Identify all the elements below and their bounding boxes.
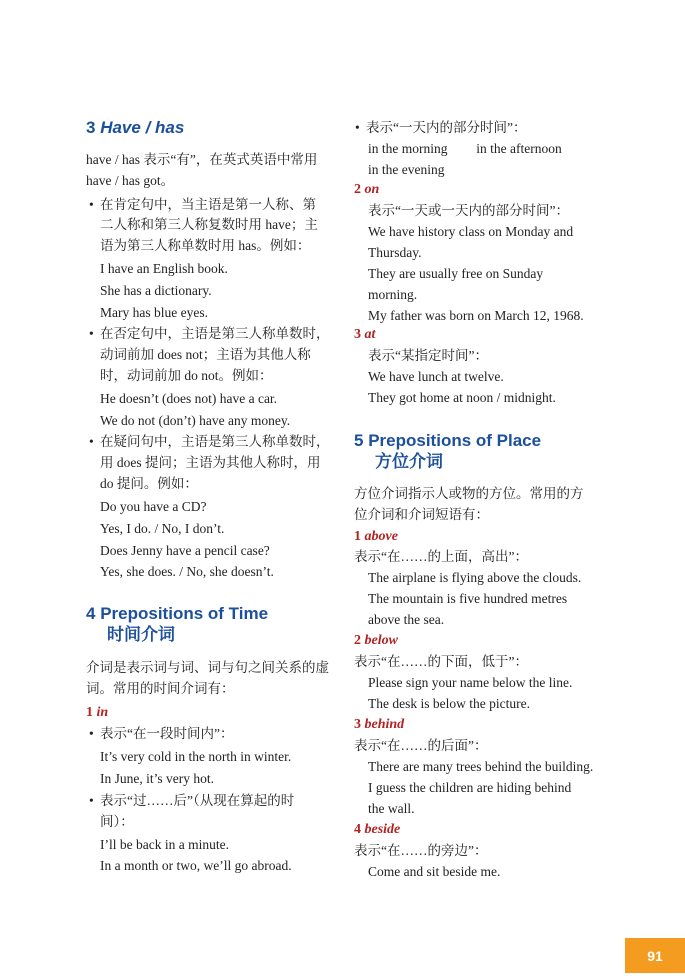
subheading-at: 3 at: [354, 327, 376, 342]
section-5-heading: [354, 430, 541, 472]
paragraph-line: 表示“一天或一天内的部分时间”：: [368, 203, 569, 218]
subheading-behind: 3 behind: [354, 717, 405, 732]
example-line: Thursday.: [368, 245, 422, 260]
paragraph-line: 表示“某指定时间”：: [368, 348, 488, 363]
paragraph-line: 词。常用的时间介词有：: [86, 681, 235, 696]
example-line: It’s very cold in the north in winter.: [100, 749, 292, 764]
section-title: Have / has: [100, 118, 185, 137]
bullet-line: • 在否定句中，主语是第三人称单数时，: [100, 323, 330, 344]
section-title: Prepositions of Place: [368, 431, 542, 450]
example-line: morning.: [368, 287, 418, 302]
example-line: Does Jenny have a pencil case?: [100, 543, 270, 558]
example-line: The mountain is five hundred metres: [368, 591, 568, 606]
paragraph-line: 介词是表示词与词、词与句之间关系的虚: [86, 660, 329, 675]
section-number: 4: [86, 604, 96, 623]
example-line: He doesn’t (does not) have a car.: [100, 391, 278, 406]
subheading-below: 2 below: [354, 633, 398, 648]
example-line: In June, it’s very hot.: [100, 771, 214, 786]
example-line: They are usually free on Sunday: [368, 266, 544, 281]
section-3-heading: [86, 117, 184, 138]
example-line: [368, 138, 562, 159]
example-line: Mary has blue eyes.: [100, 305, 208, 320]
example-line: I’ll be back in a minute.: [100, 837, 229, 852]
bullet-line: • 在疑问句中，主语是第三人称单数时，: [100, 431, 330, 452]
example-line: Yes, she does. / No, she doesn’t.: [100, 564, 274, 579]
subheading-above: 1 above: [354, 529, 398, 544]
example-line: Do you have a CD?: [100, 499, 207, 514]
section-title-zh: 方位介词: [375, 452, 443, 471]
example-line: She has a dictionary.: [100, 283, 212, 298]
example-line: They got home at noon / midnight.: [368, 390, 556, 405]
paragraph-line: 表示“在……的旁边”：: [354, 843, 488, 858]
subheading-beside: 4 beside: [354, 822, 401, 837]
paragraph-line: 用 does 提问；主语为其他人称时，用: [100, 455, 321, 470]
paragraph-line: 语为第三人称单数时用 has。例如：: [100, 238, 311, 253]
example-line: There are many trees behind the building.: [368, 759, 594, 774]
example-line: I guess the children are hiding behind: [368, 780, 572, 795]
paragraph-line: 动词前加 does not；主语为其他人称: [100, 347, 311, 362]
example-phrase: in the morning: [368, 141, 448, 156]
example-line: We do not (don’t) have any money.: [100, 413, 291, 428]
section-number: 5: [354, 431, 364, 450]
subheading-on: 2 on: [354, 182, 380, 197]
bullet-line: • 表示“在一段时间内”：: [100, 723, 233, 744]
paragraph-line: 间）：: [100, 814, 134, 829]
paragraph-line: 方位介词指示人或物的方位。常用的方: [354, 486, 584, 501]
example-line: Please sign your name below the line.: [368, 675, 573, 690]
paragraph-line: do 提问。例如：: [100, 476, 198, 491]
paragraph-line: have / has 表示“有”，在英式英语中常用: [86, 152, 318, 167]
section-title-zh: 时间介词: [107, 625, 175, 644]
page-number: 91: [625, 938, 685, 973]
bullet-line: • 表示“一天内的部分时间”：: [366, 117, 526, 138]
example-line: In a month or two, we’ll go abroad.: [100, 858, 292, 873]
example-line: The desk is below the picture.: [368, 696, 530, 711]
paragraph-line: have / has got。: [86, 173, 175, 188]
example-line: Come and sit beside me.: [368, 864, 501, 879]
paragraph-line: 位介词和介词短语有：: [354, 507, 489, 522]
bullet-line: • 在肯定句中，当主语是第一人称、第: [100, 194, 316, 215]
paragraph-line: 时，动词前加 do not。例如：: [100, 368, 273, 383]
example-line: We have lunch at twelve.: [368, 369, 504, 384]
paragraph-line: 表示“在……的下面，低于”：: [354, 654, 528, 669]
bullet-line: • 表示“过……后”（从现在算起的时: [100, 790, 294, 811]
example-line: the wall.: [368, 801, 415, 816]
paragraph-line: 表示“在……的上面，高出”：: [354, 549, 528, 564]
example-line: I have an English book.: [100, 261, 228, 276]
example-line: above the sea.: [368, 612, 445, 627]
paragraph-line: 二人称和第三人称复数时用 have；主: [100, 217, 318, 232]
example-line: My father was born on March 12, 1968.: [368, 308, 584, 323]
example-phrase: in the afternoon: [476, 141, 562, 156]
example-line: in the evening: [368, 162, 445, 177]
section-title: Prepositions of Time: [100, 604, 269, 623]
example-line: We have history class on Monday and: [368, 224, 574, 239]
example-line: Yes, I do. / No, I don’t.: [100, 521, 225, 536]
section-4-heading: [86, 603, 268, 645]
paragraph-line: 表示“在……的后面”：: [354, 738, 488, 753]
subheading-in: 1 in: [86, 705, 109, 720]
example-line: The airplane is flying above the clouds.: [368, 570, 582, 585]
section-number: 3: [86, 118, 96, 137]
